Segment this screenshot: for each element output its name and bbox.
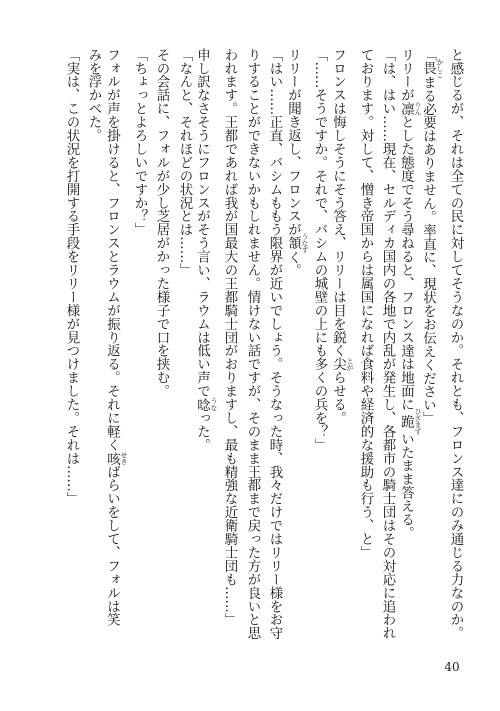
ruby-base: 咳	[104, 451, 120, 465]
text-column-2	[421, 48, 443, 648]
text-run: らせる。	[330, 370, 346, 425]
text-run: 「……そうですか。それで、バシムの城壁の上にも多くの兵を？」	[312, 48, 327, 452]
text-run: と感じるが、それは全ての民に対してそうなのか。それとも、フロンス達にのみ通じる力なのか。	[448, 48, 463, 640]
ruby-group	[104, 451, 127, 465]
text-column-10	[241, 48, 263, 648]
text-run: まる必要はありません。率直に、現状をお伝えください」	[420, 75, 436, 426]
text-run: とした態度でそう尋ねると、フロンス達は地面に	[398, 115, 414, 412]
text-column-11	[218, 48, 240, 648]
text-column-5	[354, 48, 376, 648]
text-run: 「は、はい……現在、セルディカ国内の各地で内乱が発生し、各都市の騎士団はその対応に追われ	[380, 48, 395, 640]
ruby-group	[285, 233, 308, 254]
text-run: われます。王都であれば我が国最大の王都騎士団がおりますし、最も精強な近衛騎士団も……」	[222, 48, 237, 627]
text-column-1	[444, 48, 466, 648]
text-column-6	[331, 48, 353, 648]
text-column-17	[82, 48, 104, 648]
ruby-base: 跪	[398, 408, 414, 435]
ruby-group	[420, 58, 443, 79]
text-column-3	[399, 48, 421, 648]
text-run: フロンスは悔しそうにそう答え、リリーは目を鋭く	[330, 48, 346, 358]
text-run: りすることができないかもしれません。情けない話ですが、そのまま王都まで戻った方が良いと思	[245, 48, 260, 640]
text-run: みを浮かべた。	[86, 48, 101, 143]
text-run: った。	[194, 411, 210, 452]
text-column-12	[195, 48, 217, 648]
text-run: 「はい……正直、バシムももう限界が近いでしょう。そうなった時、我々だけではリリー様をお守	[267, 48, 282, 640]
text-run: 「	[420, 48, 436, 62]
ruby-reading: りん	[413, 101, 421, 116]
text-run: リリーが	[398, 48, 414, 102]
ruby-base: 唸	[194, 397, 210, 412]
page-number: 40	[444, 660, 460, 674]
text-run: 「なんと、それほどの状況とは……」	[177, 48, 192, 277]
ruby-reading: うな	[209, 397, 217, 412]
text-run: その会話に、フォルが少し芝居がかった様子で口を挟む。	[154, 48, 169, 398]
ruby-reading: せき	[119, 451, 127, 465]
ruby-reading: ひざまず	[413, 408, 421, 435]
ruby-group	[194, 397, 217, 412]
ruby-reading: かしこ	[435, 58, 443, 79]
text-run: フォルが声を掛けると、フロンスとラウムが振り返る。それに軽く	[104, 48, 120, 452]
text-run: いたまま答える。	[398, 431, 414, 540]
text-run: ばらいをして、フォルは笑	[104, 464, 120, 627]
text-column-7	[308, 48, 330, 648]
text-column-8	[286, 48, 308, 648]
text-column-4	[376, 48, 398, 648]
ruby-reading: うなず	[300, 233, 308, 254]
ruby-reading: とが	[345, 357, 353, 371]
text-run: 「実は、この状況を打開する手段をリリー様が見つけました。それは……」	[64, 48, 79, 506]
text-column-15	[128, 48, 150, 648]
ruby-base: 凛	[398, 101, 414, 116]
text-column-16	[105, 48, 127, 648]
text-run: ております。対して、憎き帝国からは属国になれば食料や経済的な援助も行う、と」	[358, 48, 373, 560]
ruby-base: 畏	[420, 58, 436, 79]
text-column-18	[60, 48, 82, 648]
text-run: リリーが聞き返し、フロンスが	[285, 48, 301, 237]
text-column-14	[150, 48, 172, 648]
text-run: く。	[285, 250, 301, 278]
text-run: 「ちょっとよろしいですか？」	[132, 48, 147, 237]
ruby-base: 尖	[330, 357, 346, 371]
ruby-group	[398, 408, 421, 435]
text-column-9	[263, 48, 285, 648]
ruby-group	[330, 357, 353, 371]
text-run: 申し訳なさそうにフロンスがそう言い、ラウムは低い声で	[194, 48, 210, 398]
ruby-base: 頷	[285, 233, 301, 254]
ruby-group	[398, 101, 421, 116]
text-column-13	[173, 48, 195, 648]
